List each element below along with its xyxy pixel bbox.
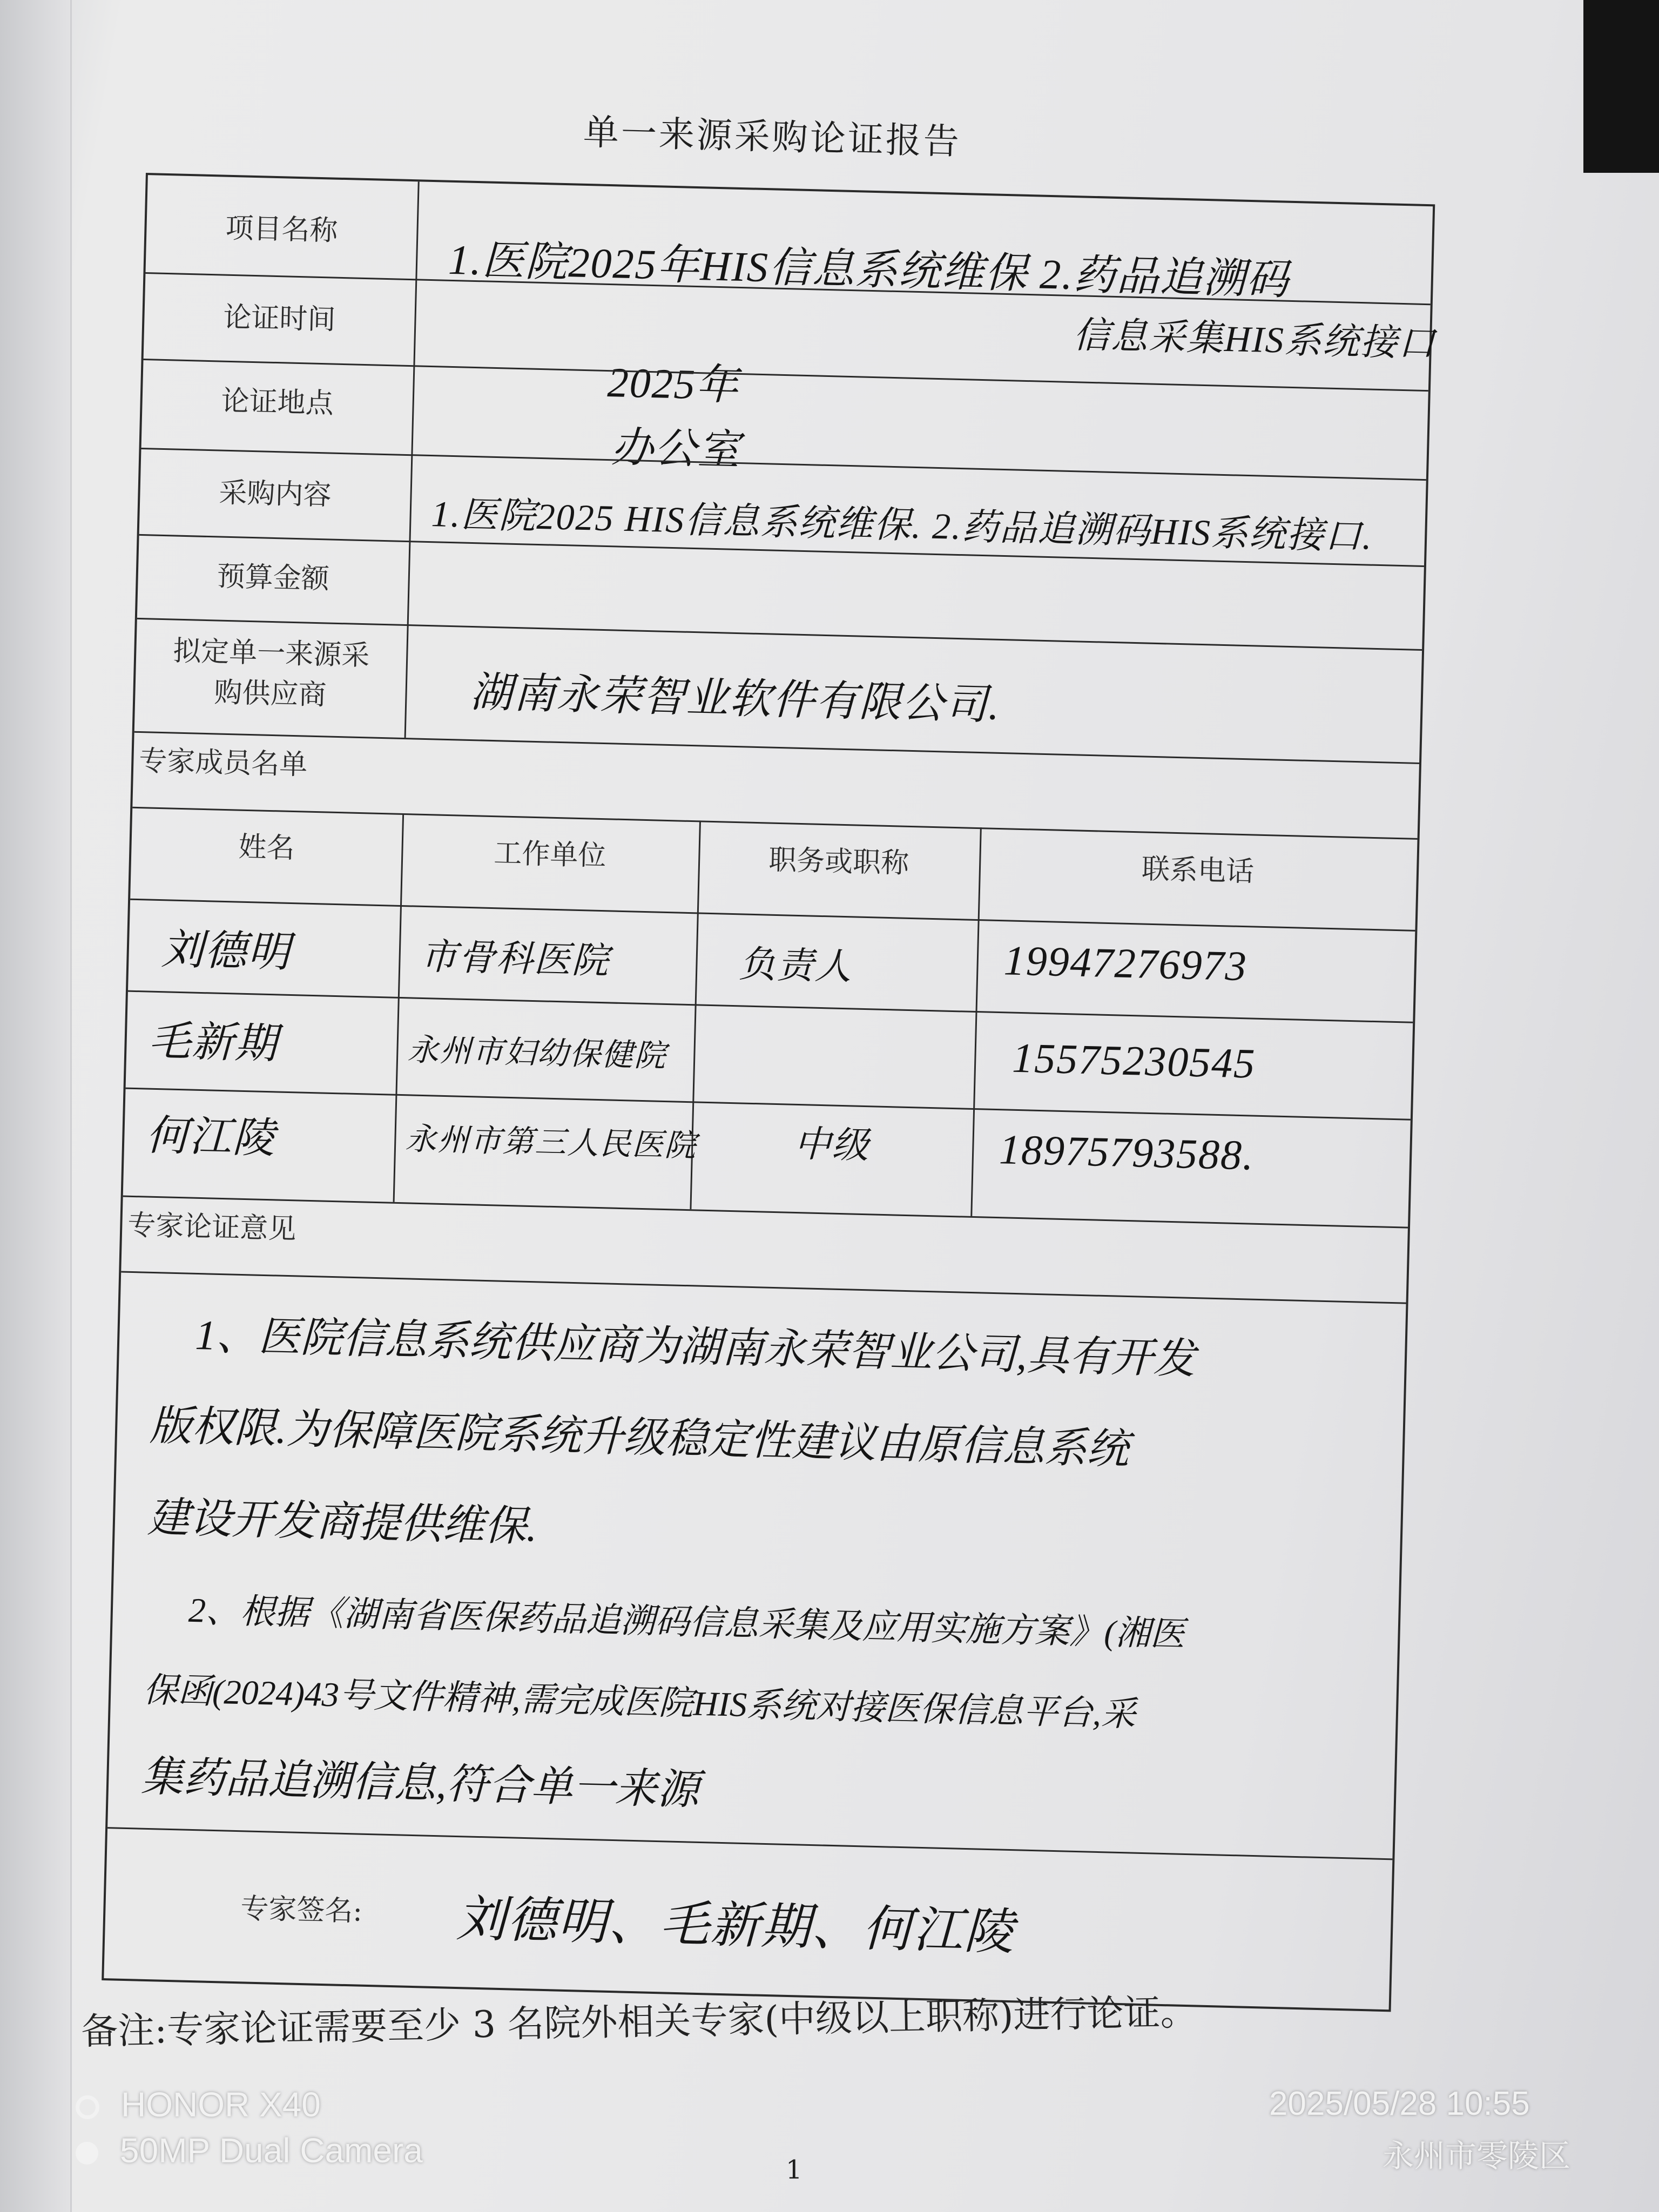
opinion-label: 专家论证意见 (127, 1209, 297, 1246)
camera-watermark (76, 2130, 423, 2170)
place-label: 论证地点 (220, 385, 334, 420)
opinion-line: 版权限.为保障医院系统升级稳定性建议由原信息系统 (149, 1401, 1130, 1473)
document-title: 单一来源采购论证报告 (582, 111, 962, 163)
header-title: 职务或职称 (768, 844, 909, 880)
location-watermark: 永州市零陵区 (1382, 2139, 1571, 2174)
supplier-label-line2: 购供应商 (213, 676, 327, 712)
expert-title: 负责人 (738, 943, 853, 988)
row-divider (141, 448, 1426, 481)
signature-names: 刘德明、毛新期、何江陵 (455, 1891, 1016, 1960)
ring-dot-icon (76, 2095, 99, 2119)
expert-unit: 永州市妇幼保健院 (407, 1032, 667, 1074)
expert-name: 何江陵 (145, 1111, 276, 1162)
content-label: 采购内容 (218, 476, 332, 512)
supplier-value: 湖南永荣智业软件有限公司. (469, 668, 1001, 729)
row-divider (123, 1196, 1408, 1229)
expert-unit: 市骨科医院 (420, 935, 610, 982)
label-column-divider (404, 181, 420, 738)
expert-unit: 永州市第三人民医院 (404, 1121, 698, 1164)
expert-name: 刘德明 (160, 926, 292, 976)
time-label: 论证时间 (222, 301, 336, 336)
header-unit: 工作单位 (493, 837, 607, 873)
header-phone: 联系电话 (1141, 853, 1255, 888)
row-divider (126, 1088, 1411, 1121)
opinion-line: 保函(2024)43号文件精神,需完成医院HIS系统对接医保信息平台,采 (143, 1670, 1136, 1734)
page-number: 1 (786, 2155, 802, 2185)
place-value: 办公室 (610, 423, 741, 474)
footnote: 备注:专家论证需要至少 3 名院外相关专家(中级以上职称)进行论证。 (80, 1991, 1198, 2054)
signature-label: 专家签名: (240, 1892, 363, 1928)
time-value: 2025年 (606, 359, 740, 409)
project-name-label: 项目名称 (225, 212, 339, 247)
expert-title: 中级 (793, 1123, 871, 1166)
report-form (102, 173, 1435, 2012)
device-name: HONOR X40 (121, 2085, 321, 2124)
row-divider (130, 899, 1415, 932)
expert-phone: 15575230545 (1011, 1034, 1257, 1087)
datetime-watermark: 2025/05/28 10:55 (1269, 2085, 1530, 2122)
row-divider (128, 990, 1413, 1023)
col-divider (393, 813, 404, 1202)
filled-dot-icon (76, 2142, 98, 2164)
opinion-line: 1、医院信息系统供应商为湖南永荣智业公司,具有开发 (194, 1311, 1196, 1383)
budget-label: 预算金额 (217, 560, 330, 596)
opinion-line: 2、根据《湖南省医保药品追溯码信息采集及应用实施方案》(湘医 (188, 1590, 1185, 1654)
header-name: 姓名 (238, 831, 295, 865)
device-watermark (76, 2085, 321, 2125)
expert-phone: 19947276973 (1003, 936, 1248, 990)
project-name-value-line2: 信息采集HIS系统接口 (1073, 314, 1437, 365)
expert-phone: 18975793588. (999, 1125, 1255, 1179)
expert-list-label: 专家成员名单 (138, 745, 308, 781)
supplier-label-line1: 拟定单一来源采 (172, 635, 370, 672)
content-value: 1.医院2025 HIS信息系统维保. 2.药品追溯码HIS系统接口. (430, 493, 1373, 557)
col-divider (970, 827, 982, 1216)
expert-name: 毛新期 (147, 1017, 279, 1068)
project-name-value: 1.医院2025年HIS信息系统维保 2.药品追溯码 (448, 235, 1290, 304)
opinion-line: 集药品追溯信息,符合单一来源 (140, 1752, 700, 1813)
opinion-line: 建设开发商提供维保. (147, 1493, 538, 1550)
camera-name: 50MP Dual Camera (120, 2131, 423, 2170)
row-divider (134, 731, 1419, 764)
